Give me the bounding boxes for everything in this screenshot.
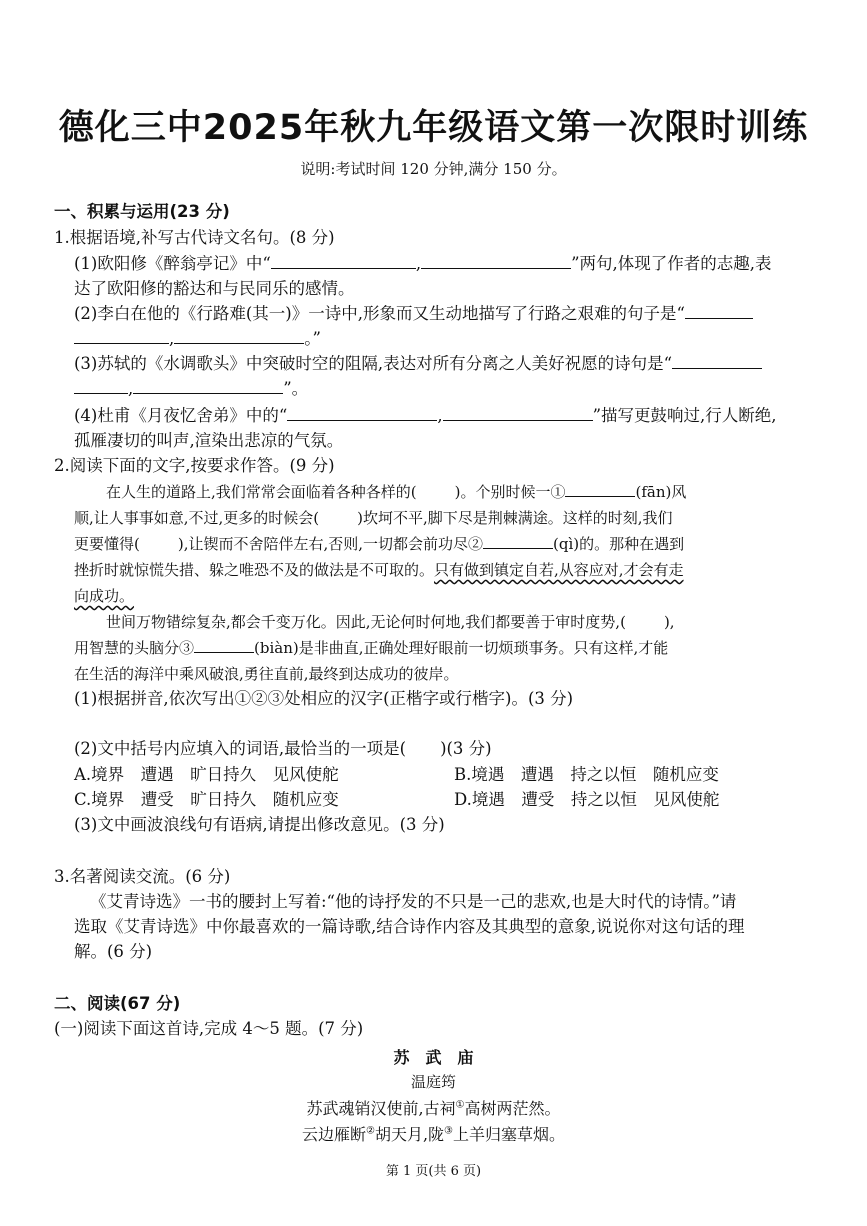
question-3-text: 解。(6 分) xyxy=(74,942,153,961)
answer-blank[interactable] xyxy=(194,637,254,653)
poem-line-2: 云边雁断②胡天月,陇③上羊归塞草烟。 xyxy=(301,1125,566,1144)
section-1-heading: 一、积累与运用(23 分) xyxy=(54,202,230,221)
question-2-sub-2: (2)文中括号内应填入的词语,最恰当的一项是( )(3 分) xyxy=(74,739,492,758)
answer-blank[interactable] xyxy=(672,353,762,369)
passage-line: 在人生的道路上,我们常常会面临着各种各样的( )。个别时候一① (fān)风 xyxy=(106,483,687,501)
answer-blank[interactable] xyxy=(74,328,169,344)
option-d[interactable]: D.境遇 遭受 持之以恒 见风使舵 xyxy=(454,790,720,809)
question-1-part-4: (4)杜甫《月夜忆舍弟》中的“ , ”描写更鼓响过,行人断绝, xyxy=(74,406,777,425)
question-1-part-2: (2)李白在他的《行路难(其一)》一诗中,形象而又生动地描写了行路之艰难的句子是“ xyxy=(74,303,753,325)
answer-blank[interactable] xyxy=(565,481,635,497)
question-3-text: 《艾青诗选》一书的腰封上写着:“他的诗抒发的不只是一己的悲欢,也是大时代的诗情。”请 xyxy=(90,892,737,911)
passage-line xyxy=(74,585,134,607)
passage-line: 世间万物错综复杂,都会千变万化。因此,无论何时何地,我们都要善于审时度势,( ), xyxy=(106,613,675,631)
answer-blank[interactable] xyxy=(443,405,593,421)
answer-blank[interactable] xyxy=(74,378,128,394)
section-2-heading: 二、阅读(67 分) xyxy=(54,994,181,1013)
subsection-1-heading: (一)阅读下面这首诗,完成 4～5 题。(7 分) xyxy=(54,1019,364,1038)
option-a[interactable]: A.境界 遭遇 旷日持久 见风使舵 xyxy=(74,765,339,784)
passage-line: 顺,让人事事如意,不过,更多的时候会( )坎坷不平,脚下尽是荆棘满途。这样的时刻,我们 xyxy=(74,509,673,527)
answer-blank[interactable] xyxy=(421,253,571,269)
question-3-stem: 3.名著阅读交流。(6 分) xyxy=(54,867,231,886)
wavy-underlined-sentence-end: 向成功。 xyxy=(74,587,135,605)
question-1-part-1-cont: 达了欧阳修的豁达和与民同乐的感情。 xyxy=(74,279,355,298)
page-footer: 第 1 页(共 6 页) xyxy=(385,1164,482,1179)
question-1-part-4-cont: 孤雁凄切的叫声,渲染出悲凉的气氛。 xyxy=(74,431,344,450)
question-1-part-1: (1)欧阳修《醉翁亭记》中“ , ”两句,体现了作者的志趣,表 xyxy=(74,254,772,273)
answer-blank[interactable] xyxy=(287,405,437,421)
passage-line: 挫折时就惊慌失措、躲之唯恐不及的做法是不可取的。只有做到镇定自若,从容应对,才会有走 xyxy=(74,561,684,579)
exam-note: 说明:考试时间 120 分钟,满分 150 分。 xyxy=(300,160,567,178)
question-1-stem: 1.根据语境,补写古代诗文名句。(8 分) xyxy=(54,228,335,247)
answer-blank[interactable] xyxy=(133,378,283,394)
option-c[interactable]: C.境界 遭受 旷日持久 随机应变 xyxy=(74,790,339,809)
poem-line-1: 苏武魂销汉使前,古祠①高树两茫然。 xyxy=(306,1099,561,1118)
question-1-part-3-cont: , ”。 xyxy=(74,378,308,400)
passage-line: 在生活的海洋中乘风破浪,勇往直前,最终到达成功的彼岸。 xyxy=(74,665,459,683)
option-b[interactable]: B.境遇 遭遇 持之以恒 随机应变 xyxy=(454,765,719,784)
answer-blank[interactable] xyxy=(271,253,416,269)
question-3-text: 选取《艾青诗选》中你最喜欢的一篇诗歌,结合诗作内容及其典型的意象,说说你对这句话的理 xyxy=(74,917,745,936)
question-2-stem: 2.阅读下面的文字,按要求作答。(9 分) xyxy=(54,456,335,475)
answer-blank[interactable] xyxy=(174,328,304,344)
question-1-part-2-cont: , 。” xyxy=(74,328,321,350)
exam-title: 德化三中2025年秋九年级语文第一次限时训练 xyxy=(58,108,809,148)
poem-title: 苏 武 庙 xyxy=(393,1048,474,1067)
question-1-part-3: (3)苏轼的《水调歌头》中突破时空的阻隔,表达对所有分离之人美好祝愿的诗句是“ xyxy=(74,353,762,375)
passage-line: 更要懂得( ),让锲而不舍陪伴左右,否则,一切都会前功尽② (qì)的。那种在遇到 xyxy=(74,535,685,553)
poem-author: 温庭筠 xyxy=(410,1073,456,1091)
passage-line: 用智慧的头脑分③ (biàn)是非曲直,正确处理好眼前一切烦琐事务。只有这样,才能 xyxy=(74,639,669,657)
wavy-underlined-sentence: 只有做到镇定自若,从容应对,才会有走 xyxy=(434,561,684,579)
question-2-sub-3: (3)文中画波浪线句有语病,请提出修改意见。(3 分) xyxy=(74,815,445,834)
answer-blank[interactable] xyxy=(685,303,753,319)
question-2-sub-1: (1)根据拼音,依次写出①②③处相应的汉字(正楷字或行楷字)。(3 分) xyxy=(74,689,574,708)
answer-blank[interactable] xyxy=(483,533,553,549)
